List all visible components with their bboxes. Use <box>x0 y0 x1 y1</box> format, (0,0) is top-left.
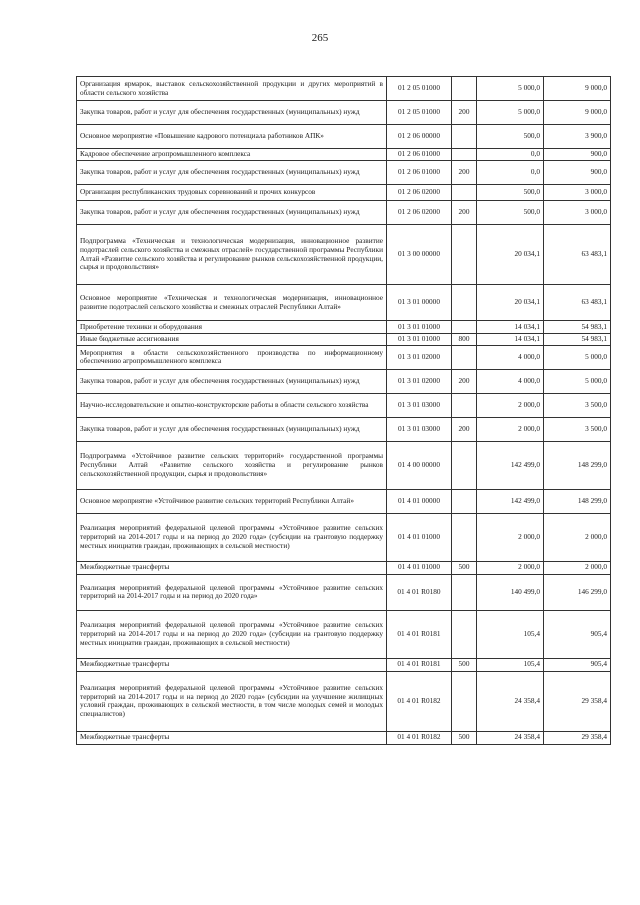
row-name-cell: Закупка товаров, работ и услуг для обеспечения государственных (муниципальных) нужд <box>77 101 387 125</box>
row-code-cell: 01 4 00 00000 <box>387 441 452 489</box>
row-name-cell: Межбюджетные трансферты <box>77 731 387 744</box>
row-amount-year1-cell: 0,0 <box>477 149 544 161</box>
table-row <box>77 671 611 731</box>
row-name-cell: Организация ярмарок, выставок сельскохозяйственной продукции и других мероприятий в области сельского хозяйства <box>77 77 387 101</box>
table-row <box>77 489 611 513</box>
row-expense-type-cell: 500 <box>452 731 477 744</box>
row-name-cell: Межбюджетные трансферты <box>77 658 387 671</box>
table-row <box>77 574 611 610</box>
row-expense-type-cell <box>452 671 477 731</box>
row-amount-year2-cell: 5 000,0 <box>544 345 611 369</box>
row-name-cell: Основное мероприятие «Техническая и технологическая модернизация, инновационное развитие подотраслей сельского хозяйства и смежных отраслей Республики Алтай» <box>77 285 387 321</box>
budget-table <box>76 76 611 745</box>
row-expense-type-cell <box>452 185 477 201</box>
row-code-cell: 01 3 01 02000 <box>387 369 452 393</box>
row-amount-year2-cell: 63 483,1 <box>544 225 611 285</box>
row-amount-year2-cell: 2 000,0 <box>544 561 611 574</box>
table-row <box>77 161 611 185</box>
row-amount-year2-cell: 3 500,0 <box>544 417 611 441</box>
row-amount-year1-cell: 14 034,1 <box>477 321 544 334</box>
row-amount-year1-cell: 4 000,0 <box>477 345 544 369</box>
table-row <box>77 417 611 441</box>
row-name-cell: Организация республиканских трудовых соревнований и прочих конкурсов <box>77 185 387 201</box>
table-row <box>77 658 611 671</box>
row-code-cell: 01 4 01 R0182 <box>387 671 452 731</box>
row-name-cell: Реализация мероприятий федеральной целевой программы «Устойчивое развитие сельских территорий на 2014-2017 годы и на период до 2020 года» (субсидии на грантовую поддержку местных инициатив граждан, проживающих в сельской местности) <box>77 610 387 658</box>
table-row <box>77 345 611 369</box>
row-code-cell: 01 2 05 01000 <box>387 101 452 125</box>
budget-table-body <box>77 77 611 745</box>
row-amount-year2-cell: 148 299,0 <box>544 489 611 513</box>
row-amount-year1-cell: 105,4 <box>477 610 544 658</box>
table-row <box>77 513 611 561</box>
row-amount-year2-cell: 905,4 <box>544 610 611 658</box>
row-name-cell: Кадровое обеспечение агропромышленного комплекса <box>77 149 387 161</box>
row-amount-year1-cell: 142 499,0 <box>477 489 544 513</box>
row-expense-type-cell <box>452 225 477 285</box>
row-amount-year2-cell: 900,0 <box>544 149 611 161</box>
row-amount-year1-cell: 2 000,0 <box>477 513 544 561</box>
table-row <box>77 369 611 393</box>
row-code-cell: 01 2 06 02000 <box>387 185 452 201</box>
row-amount-year1-cell: 500,0 <box>477 201 544 225</box>
row-name-cell: Приобретение техники и оборудования <box>77 321 387 334</box>
table-row <box>77 101 611 125</box>
row-expense-type-cell: 200 <box>452 161 477 185</box>
table-row <box>77 285 611 321</box>
row-code-cell: 01 2 06 00000 <box>387 125 452 149</box>
row-name-cell: Закупка товаров, работ и услуг для обеспечения государственных (муниципальных) нужд <box>77 417 387 441</box>
row-amount-year2-cell: 54 983,1 <box>544 334 611 346</box>
row-expense-type-cell: 200 <box>452 201 477 225</box>
table-row <box>77 731 611 744</box>
row-amount-year1-cell: 140 499,0 <box>477 574 544 610</box>
row-amount-year2-cell: 3 500,0 <box>544 393 611 417</box>
row-code-cell: 01 4 01 01000 <box>387 561 452 574</box>
row-expense-type-cell: 200 <box>452 417 477 441</box>
row-amount-year1-cell: 14 034,1 <box>477 334 544 346</box>
table-row <box>77 610 611 658</box>
row-expense-type-cell <box>452 393 477 417</box>
row-amount-year2-cell: 3 900,0 <box>544 125 611 149</box>
row-amount-year2-cell: 148 299,0 <box>544 441 611 489</box>
row-expense-type-cell <box>452 125 477 149</box>
row-amount-year2-cell: 29 358,4 <box>544 671 611 731</box>
table-row <box>77 561 611 574</box>
row-amount-year1-cell: 2 000,0 <box>477 561 544 574</box>
row-expense-type-cell <box>452 610 477 658</box>
row-code-cell: 01 3 01 01000 <box>387 321 452 334</box>
table-row <box>77 321 611 334</box>
row-amount-year1-cell: 24 358,4 <box>477 731 544 744</box>
row-code-cell: 01 4 01 R0181 <box>387 610 452 658</box>
row-expense-type-cell <box>452 513 477 561</box>
row-name-cell: Реализация мероприятий федеральной целевой программы «Устойчивое развитие сельских территорий на 2014-2017 годы и на период до 2020 года» (субсидии на грантовую поддержку местных инициатив граждан, проживающих в сельской местности) <box>77 513 387 561</box>
row-code-cell: 01 3 01 03000 <box>387 417 452 441</box>
row-amount-year2-cell: 900,0 <box>544 161 611 185</box>
row-amount-year2-cell: 146 299,0 <box>544 574 611 610</box>
row-code-cell: 01 3 01 01000 <box>387 334 452 346</box>
table-row <box>77 393 611 417</box>
row-expense-type-cell: 200 <box>452 101 477 125</box>
table-row <box>77 77 611 101</box>
row-expense-type-cell <box>452 321 477 334</box>
row-name-cell: Основное мероприятие «Повышение кадрового потенциала работников АПК» <box>77 125 387 149</box>
table-row <box>77 125 611 149</box>
table-row <box>77 225 611 285</box>
page-number: 265 <box>311 32 329 44</box>
row-expense-type-cell <box>452 77 477 101</box>
row-expense-type-cell <box>452 441 477 489</box>
row-name-cell: Иные бюджетные ассигнования <box>77 334 387 346</box>
row-amount-year1-cell: 2 000,0 <box>477 417 544 441</box>
row-expense-type-cell: 200 <box>452 369 477 393</box>
row-expense-type-cell <box>452 489 477 513</box>
row-name-cell: Закупка товаров, работ и услуг для обеспечения государственных (муниципальных) нужд <box>77 161 387 185</box>
row-name-cell: Мероприятия в области сельскохозяйственного производства по информационному обеспечению агропромышленного комплекса <box>77 345 387 369</box>
row-amount-year2-cell: 905,4 <box>544 658 611 671</box>
row-expense-type-cell <box>452 149 477 161</box>
row-name-cell: Основное мероприятие «Устойчивое развитие сельских территорий Республики Алтай» <box>77 489 387 513</box>
table-row <box>77 334 611 346</box>
row-name-cell: Закупка товаров, работ и услуг для обеспечения государственных (муниципальных) нужд <box>77 369 387 393</box>
row-code-cell: 01 3 00 00000 <box>387 225 452 285</box>
row-expense-type-cell: 500 <box>452 658 477 671</box>
row-code-cell: 01 4 01 R0181 <box>387 658 452 671</box>
row-code-cell: 01 2 05 01000 <box>387 77 452 101</box>
row-expense-type-cell <box>452 285 477 321</box>
row-expense-type-cell <box>452 345 477 369</box>
table-row <box>77 149 611 161</box>
row-code-cell: 01 3 01 00000 <box>387 285 452 321</box>
row-amount-year1-cell: 24 358,4 <box>477 671 544 731</box>
row-expense-type-cell: 800 <box>452 334 477 346</box>
row-amount-year1-cell: 500,0 <box>477 125 544 149</box>
table-row <box>77 185 611 201</box>
row-amount-year2-cell: 29 358,4 <box>544 731 611 744</box>
row-code-cell: 01 4 01 R0182 <box>387 731 452 744</box>
row-name-cell: Подпрограмма «Устойчивое развитие сельских территорий» государственной программы Республики Алтай «Развитие сельского хозяйства и регулирование рынков сельскохозяйственной продукции, сырья и продовольствия» <box>77 441 387 489</box>
row-code-cell: 01 2 06 01000 <box>387 161 452 185</box>
row-code-cell: 01 4 01 R0180 <box>387 574 452 610</box>
row-amount-year1-cell: 105,4 <box>477 658 544 671</box>
row-name-cell: Подпрограмма «Техническая и технологическая модернизация, инновационное развитие подотраслей сельского хозяйства и смежных отраслей» государственной программы Республики Алтай «Развитие сельского хозяйства и регулирование рынков сельскохозяйственной продукции, сырья и продовольствия» <box>77 225 387 285</box>
row-amount-year1-cell: 500,0 <box>477 185 544 201</box>
row-name-cell: Научно-исследовательские и опытно-конструкторские работы в области сельского хозяйства <box>77 393 387 417</box>
row-amount-year1-cell: 2 000,0 <box>477 393 544 417</box>
row-name-cell: Реализация мероприятий федеральной целевой программы «Устойчивое развитие сельских территорий на 2014-2017 годы и на период до 2020 года» <box>77 574 387 610</box>
row-code-cell: 01 4 01 01000 <box>387 513 452 561</box>
row-amount-year2-cell: 2 000,0 <box>544 513 611 561</box>
row-amount-year2-cell: 54 983,1 <box>544 321 611 334</box>
row-amount-year2-cell: 63 483,1 <box>544 285 611 321</box>
row-amount-year2-cell: 9 000,0 <box>544 77 611 101</box>
row-amount-year1-cell: 20 034,1 <box>477 225 544 285</box>
table-row <box>77 201 611 225</box>
row-code-cell: 01 3 01 03000 <box>387 393 452 417</box>
row-amount-year2-cell: 3 000,0 <box>544 201 611 225</box>
table-row <box>77 441 611 489</box>
row-name-cell: Межбюджетные трансферты <box>77 561 387 574</box>
row-amount-year1-cell: 0,0 <box>477 161 544 185</box>
row-name-cell: Закупка товаров, работ и услуг для обеспечения государственных (муниципальных) нужд <box>77 201 387 225</box>
row-amount-year1-cell: 5 000,0 <box>477 77 544 101</box>
row-name-cell: Реализация мероприятий федеральной целевой программы «Устойчивое развитие сельских территорий на 2014-2017 годы и на период до 2020 года» (субсидии на улучшение жилищных условий граждан, проживающих в сельской местности, в том числе молодых семей и молодых специалистов) <box>77 671 387 731</box>
row-amount-year2-cell: 9 000,0 <box>544 101 611 125</box>
row-code-cell: 01 3 01 02000 <box>387 345 452 369</box>
row-code-cell: 01 4 01 00000 <box>387 489 452 513</box>
row-amount-year1-cell: 4 000,0 <box>477 369 544 393</box>
row-amount-year1-cell: 20 034,1 <box>477 285 544 321</box>
row-amount-year2-cell: 5 000,0 <box>544 369 611 393</box>
row-code-cell: 01 2 06 02000 <box>387 201 452 225</box>
row-amount-year2-cell: 3 000,0 <box>544 185 611 201</box>
row-amount-year1-cell: 5 000,0 <box>477 101 544 125</box>
row-amount-year1-cell: 142 499,0 <box>477 441 544 489</box>
row-code-cell: 01 2 06 01000 <box>387 149 452 161</box>
row-expense-type-cell: 500 <box>452 561 477 574</box>
row-expense-type-cell <box>452 574 477 610</box>
